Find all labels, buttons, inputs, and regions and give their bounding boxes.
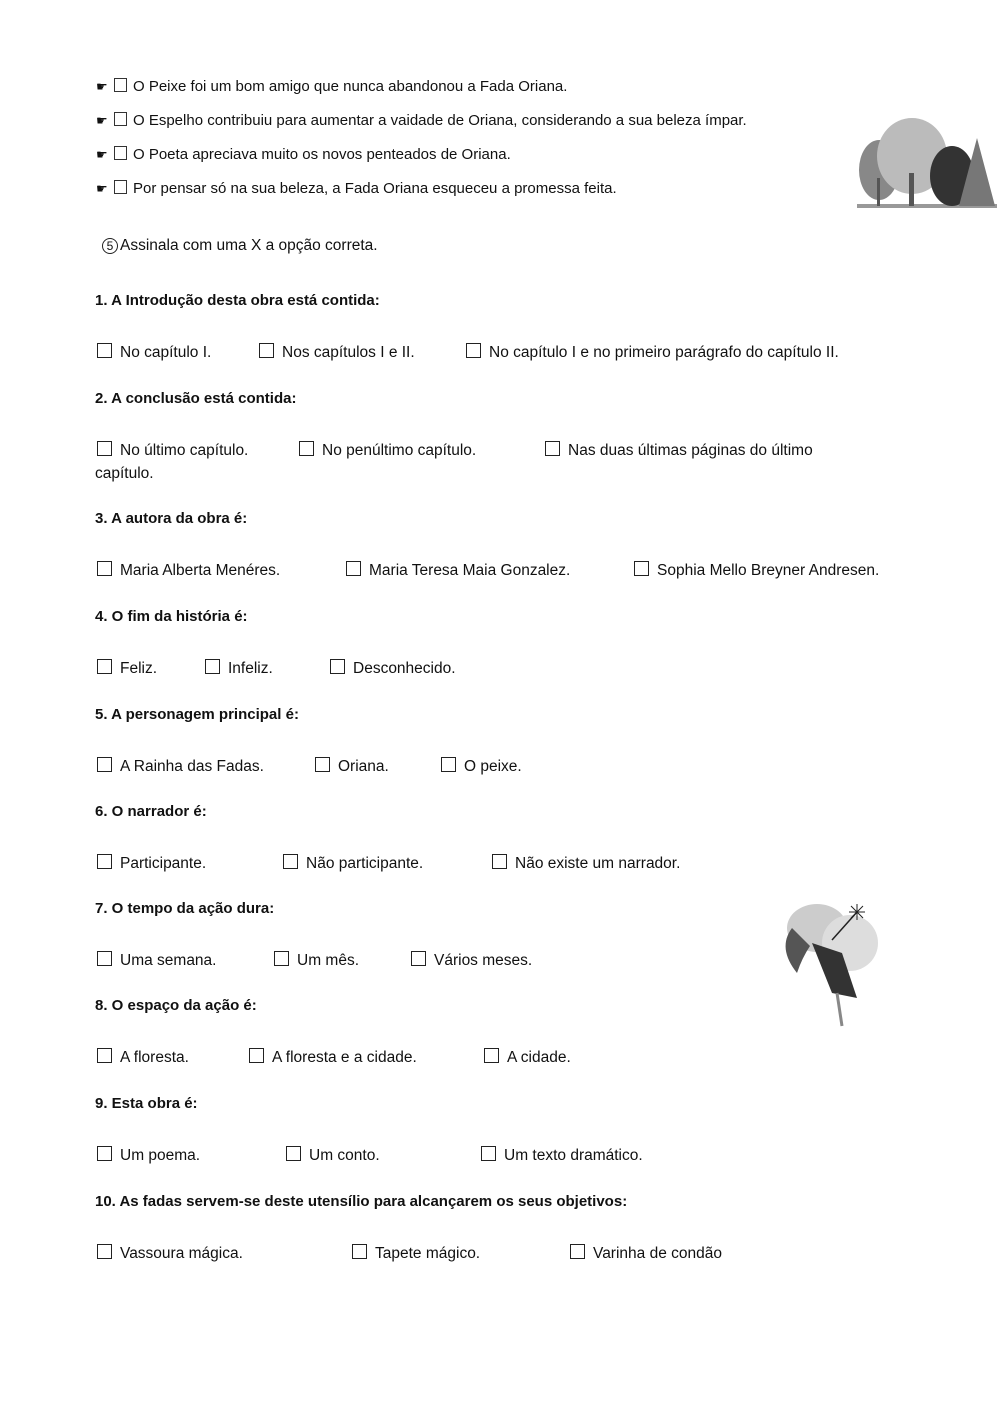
option-label-continuation: capítulo. (95, 465, 154, 482)
option-label: Oriana. (338, 758, 389, 775)
option-label: Sophia Mello Breyner Andresen. (657, 562, 880, 579)
option-checkbox[interactable] (97, 757, 112, 772)
answer-option[interactable] (466, 343, 839, 362)
exercise-number: 5 (102, 238, 118, 254)
statement-item (96, 180, 617, 197)
option-label: Maria Teresa Maia Gonzalez. (369, 562, 571, 579)
option-label: Maria Alberta Menéres. (120, 562, 281, 579)
option-label: Feliz. (120, 660, 158, 677)
answer-option[interactable] (352, 1244, 480, 1263)
statement-text: Por pensar só na sua beleza, a Fada Oriana esqueceu a promessa feita. (133, 180, 617, 197)
option-checkbox[interactable] (97, 1146, 112, 1161)
option-label: Um poema. (120, 1147, 201, 1164)
trees-illustration (857, 118, 997, 215)
option-checkbox[interactable] (205, 659, 220, 674)
question-text: 2. A conclusão está contida: (95, 390, 297, 407)
option-label: A floresta. (120, 1049, 189, 1066)
option-checkbox[interactable] (330, 659, 345, 674)
statement-item (96, 112, 747, 129)
option-checkbox[interactable] (97, 854, 112, 869)
option-label: Tapete mágico. (375, 1245, 481, 1262)
option-label: Nos capítulos I e II. (282, 344, 415, 361)
statement-checkbox[interactable] (114, 78, 127, 92)
option-checkbox[interactable] (259, 343, 274, 358)
option-label: Um texto dramático. (504, 1147, 643, 1164)
statement-text: O Poeta apreciava muito os novos penteados de Oriana. (133, 146, 511, 163)
pointing-hand-icon: ☛ (96, 147, 108, 162)
option-checkbox[interactable] (481, 1146, 496, 1161)
answer-option[interactable] (484, 1048, 571, 1067)
question-text: 9. Esta obra é: (95, 1095, 198, 1112)
option-checkbox[interactable] (299, 441, 314, 456)
question-text: 4. O fim da história é: (95, 608, 248, 625)
fairy-illustration (772, 898, 882, 1033)
answer-option[interactable] (330, 659, 456, 678)
option-label: O peixe. (464, 758, 522, 775)
statement-checkbox[interactable] (114, 112, 127, 126)
answer-option[interactable] (97, 854, 206, 873)
option-label: No último capítulo. (120, 442, 249, 459)
option-checkbox[interactable] (97, 1244, 112, 1259)
exercise-instruction (102, 237, 378, 255)
option-checkbox[interactable] (249, 1048, 264, 1063)
answer-option[interactable] (346, 561, 570, 580)
answer-option[interactable] (545, 441, 813, 460)
option-label: No penúltimo capítulo. (322, 442, 477, 459)
option-checkbox[interactable] (97, 951, 112, 966)
option-label: Um conto. (309, 1147, 380, 1164)
pointing-hand-icon: ☛ (96, 113, 108, 128)
pointing-hand-icon: ☛ (96, 79, 108, 94)
option-checkbox[interactable] (441, 757, 456, 772)
answer-option[interactable] (259, 343, 415, 362)
answer-option[interactable] (249, 1048, 417, 1067)
option-label: No capítulo I. (120, 344, 212, 361)
option-checkbox[interactable] (352, 1244, 367, 1259)
answer-option[interactable] (481, 1146, 643, 1165)
question-text: 1. A Introdução desta obra está contida: (95, 292, 380, 309)
question-text: 10. As fadas servem-se deste utensílio para alcançarem os seus objetivos: (95, 1193, 628, 1210)
option-label: Infeliz. (228, 660, 273, 677)
option-checkbox[interactable] (97, 343, 112, 358)
answer-option[interactable] (570, 1244, 722, 1263)
answer-option[interactable] (97, 659, 157, 678)
pointing-hand-icon: ☛ (96, 181, 108, 196)
option-checkbox[interactable] (97, 561, 112, 576)
option-checkbox[interactable] (411, 951, 426, 966)
answer-option[interactable] (97, 561, 280, 580)
option-checkbox[interactable] (484, 1048, 499, 1063)
option-label: Não existe um narrador. (515, 855, 681, 872)
statement-text: O Peixe foi um bom amigo que nunca abandonou a Fada Oriana. (133, 78, 568, 95)
statement-checkbox[interactable] (114, 180, 127, 194)
answer-option[interactable] (492, 854, 680, 873)
statement-checkbox[interactable] (114, 146, 127, 160)
question-text: 3. A autora da obra é: (95, 510, 248, 527)
answer-option[interactable] (97, 1048, 189, 1067)
answer-option[interactable] (97, 951, 216, 970)
option-checkbox[interactable] (274, 951, 289, 966)
option-label: Não participante. (306, 855, 424, 872)
option-checkbox[interactable] (545, 441, 560, 456)
question-text: 5. A personagem principal é: (95, 706, 299, 723)
statement-item (96, 146, 511, 163)
option-checkbox[interactable] (97, 441, 112, 456)
option-label: No capítulo I e no primeiro parágrafo do capítulo II. (489, 344, 839, 361)
statement-item (96, 78, 567, 95)
answer-option[interactable] (283, 854, 423, 873)
question-text: 8. O espaço da ação é: (95, 997, 257, 1014)
answer-option[interactable] (286, 1146, 380, 1165)
option-label: A Rainha das Fadas. (120, 758, 264, 775)
option-checkbox[interactable] (315, 757, 330, 772)
answer-option[interactable] (634, 561, 879, 580)
answer-option[interactable] (315, 757, 389, 776)
option-label: Nas duas últimas páginas do último (568, 442, 813, 459)
option-label: Varinha de condão (593, 1245, 722, 1262)
option-label: Vários meses. (434, 952, 533, 969)
answer-option[interactable] (274, 951, 359, 970)
answer-option[interactable] (97, 757, 264, 776)
answer-option[interactable] (97, 343, 211, 362)
option-label: A cidade. (507, 1049, 571, 1066)
option-checkbox[interactable] (570, 1244, 585, 1259)
option-label: Um mês. (297, 952, 359, 969)
answer-option[interactable] (299, 441, 476, 460)
question-text: 7. O tempo da ação dura: (95, 900, 275, 917)
option-label: Desconhecido. (353, 660, 456, 677)
question-text: 6. O narrador é: (95, 803, 207, 820)
answer-option[interactable] (97, 441, 248, 460)
option-label: A floresta e a cidade. (272, 1049, 417, 1066)
option-label: Participante. (120, 855, 207, 872)
answer-option[interactable] (97, 1146, 200, 1165)
answer-option[interactable] (441, 757, 522, 776)
option-checkbox[interactable] (97, 659, 112, 674)
option-checkbox[interactable] (283, 854, 298, 869)
option-checkbox[interactable] (286, 1146, 301, 1161)
answer-option[interactable] (205, 659, 273, 678)
option-checkbox[interactable] (634, 561, 649, 576)
option-label: Uma semana. (120, 952, 217, 969)
option-checkbox[interactable] (97, 1048, 112, 1063)
option-label: Vassoura mágica. (120, 1245, 243, 1262)
option-checkbox[interactable] (466, 343, 481, 358)
instruction-text: Assinala com uma X a opção correta. (120, 237, 378, 254)
option-checkbox[interactable] (346, 561, 361, 576)
answer-option[interactable] (97, 1244, 243, 1263)
option-checkbox[interactable] (492, 854, 507, 869)
answer-option[interactable] (411, 951, 532, 970)
statement-text: O Espelho contribuiu para aumentar a vaidade de Oriana, considerando a sua beleza ímpar. (133, 112, 747, 129)
